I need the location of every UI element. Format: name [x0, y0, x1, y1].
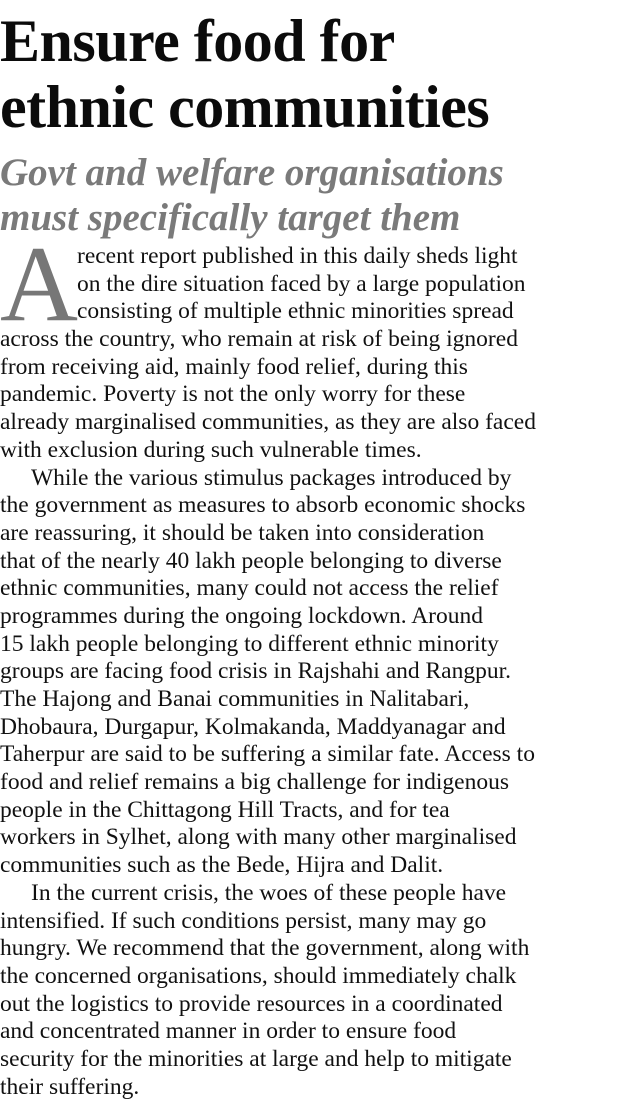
text-line: the concerned organisations, should immediately chalk [0, 962, 517, 989]
text-line: food and relief remains a big challenge for indigenous [0, 769, 509, 796]
text-line: ethnic communities, many could not access the relief [0, 575, 499, 602]
text-line: their suffering. [0, 1073, 140, 1100]
text-line: intensified. If such conditions persist, many may go [0, 907, 487, 934]
text-line: that of the nearly 40 lakh people belonging to diverse [0, 547, 502, 574]
text-line: programmes during the ongoing lockdown. Around [0, 602, 483, 629]
article-body [0, 225, 629, 1101]
text-line: hungry. We recommend that the government, along with [0, 935, 530, 962]
text-line: people in the Chittagong Hill Tracts, and for tea [0, 796, 450, 823]
subheadline-line: Govt and welfare organisations [0, 151, 504, 194]
text-line: the government as measures to absorb economic shocks [0, 492, 526, 519]
text-line: across the country, who remain at risk of being ignored [0, 326, 518, 353]
text-line: consisting of multiple ethnic minorities spread [77, 298, 514, 325]
text-line: security for the minorities at large and help to mitigate [0, 1045, 512, 1072]
paragraph-2 [0, 465, 629, 880]
text-line: 15 lakh people belonging to different ethnic minority [0, 630, 499, 657]
text-line: In the current crisis, the woes of these people have [31, 879, 507, 906]
text-line: are reassuring, it should be taken into consideration [0, 519, 485, 546]
subheadline [0, 150, 629, 240]
text-line: The Hajong and Banai communities in Nalitabari, [0, 686, 470, 712]
headline-line: ethnic communities [0, 74, 490, 140]
paragraph-1 [0, 243, 629, 465]
text-line: Dhobaura, Durgapur, Kolmakanda, Maddyanagar and [0, 713, 506, 740]
subheadline-line: must specifically target them [0, 196, 461, 239]
text-line: and concentrated manner in order to ensure food [0, 1018, 457, 1045]
text-line: out the logistics to provide resources in a coordinated [0, 990, 503, 1017]
text-line: groups are facing food crisis in Rajshahi and Rangpur. [0, 658, 512, 685]
text-line: recent report published in this daily sheds light [77, 243, 518, 269]
text-line: pandemic. Poverty is not the only worry for these [0, 381, 466, 408]
drop-cap: A [0, 225, 78, 344]
text-line: communities such as the Bede, Hijra and Dalit. [0, 852, 444, 879]
headline [0, 8, 629, 140]
text-line: workers in Sylhet, along with many other marginalised [0, 824, 517, 851]
text-line: Taherpur are said to be suffering a similar fate. Access to [0, 741, 535, 768]
text-line: from receiving aid, mainly food relief, during this [0, 353, 468, 380]
text-line: with exclusion during such vulnerable times. [0, 436, 422, 463]
text-line: on the dire situation faced by a large population [77, 270, 526, 297]
headline-line: Ensure food for [0, 8, 395, 74]
paragraph-3 [0, 880, 629, 1102]
text-line: already marginalised communities, as they are also faced [0, 409, 536, 436]
text-line: While the various stimulus packages introduced by [31, 464, 512, 491]
